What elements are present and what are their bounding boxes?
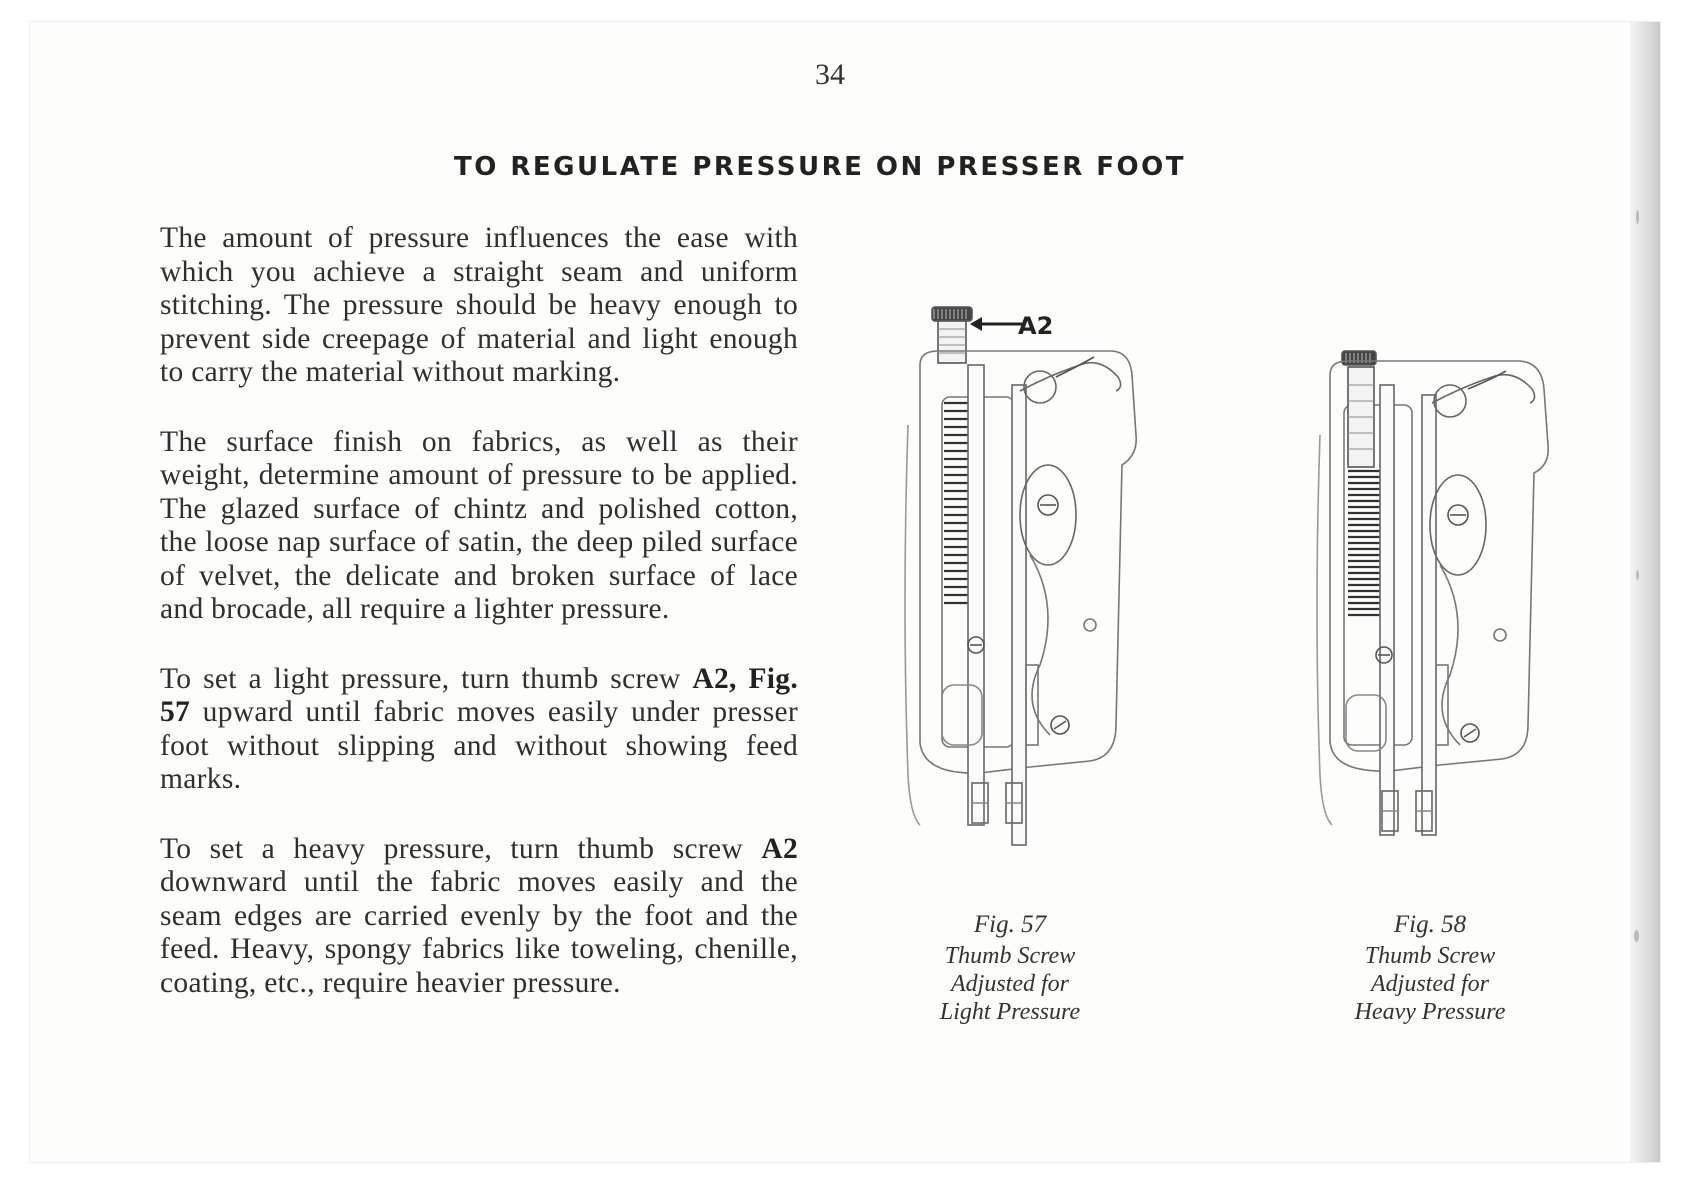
callout-arrow [968, 314, 1024, 334]
paragraph-text: downward until the fabric moves easily and the seam edges are carried evenly by the foot and the feed. Heavy, spongy fabrics like toweling, chenille, coating, etc., require heavier pressure. [160, 866, 798, 999]
body-text [160, 222, 798, 1036]
callout-a2-label: A2 [1018, 312, 1054, 340]
caption-line: Light Pressure [939, 999, 1081, 1025]
paragraph-text: upward until fabric moves easily under presser foot without slipping and without showing feed marks. [160, 696, 798, 795]
figure-label: Fig. 58 [1393, 911, 1467, 938]
thumb-screw-shank [938, 321, 966, 363]
caption-line: Adjusted for [951, 971, 1069, 997]
figure-label: Fig. 57 [973, 911, 1047, 938]
caption-line: Adjusted for [1371, 971, 1489, 997]
scan-speck [1636, 570, 1639, 580]
figure-58-caption [1300, 908, 1560, 1026]
part-reference: A2, Fig. 57 [160, 662, 799, 728]
caption-line: Thumb Screw [1364, 943, 1496, 969]
caption-line: Thumb Screw [944, 943, 1076, 969]
paragraph-text: The amount of pressure influences the ease with which you achieve a straight seam and uniform stitching. The pressure should be heavy enough to prevent side creepage of material and light enough to carry the material without marking. [160, 222, 798, 388]
scan-speck [1636, 210, 1639, 224]
paragraph-text: To set a heavy pressure, turn thumb screw [160, 832, 762, 865]
paragraph-light-pressure [160, 663, 798, 797]
paragraph-text: To set a light pressure, turn thumb screw [160, 662, 693, 695]
page-edge-shadow [1630, 22, 1660, 1162]
figure-57-light-pressure [880, 305, 1140, 885]
section-title: TO REGULATE PRESSURE ON PRESSER FOOT [454, 152, 1186, 182]
scan-speck [1634, 930, 1639, 942]
part-reference: A2 [761, 832, 798, 865]
paragraph-fabric-surfaces [160, 426, 798, 627]
figure-58-heavy-pressure [1300, 345, 1560, 885]
caption-line: Heavy Pressure [1354, 999, 1506, 1025]
paragraph-text: The surface finish on fabrics, as well as their weight, determine amount of pressure to be applied. The glazed surface of chintz and polished cotton, the loose nap surface of satin, the deep piled surface of velvet, the delicate and broken surface of lace and brocade, all require a lighter pressure. [160, 425, 798, 625]
page-number: 34 [815, 58, 845, 91]
presser-spring [1348, 471, 1382, 615]
thumb-screw-head [1342, 351, 1376, 365]
figure-57-caption [880, 908, 1140, 1026]
paragraph-heavy-pressure [160, 833, 798, 1001]
paragraph-pressure-intro [160, 222, 798, 390]
